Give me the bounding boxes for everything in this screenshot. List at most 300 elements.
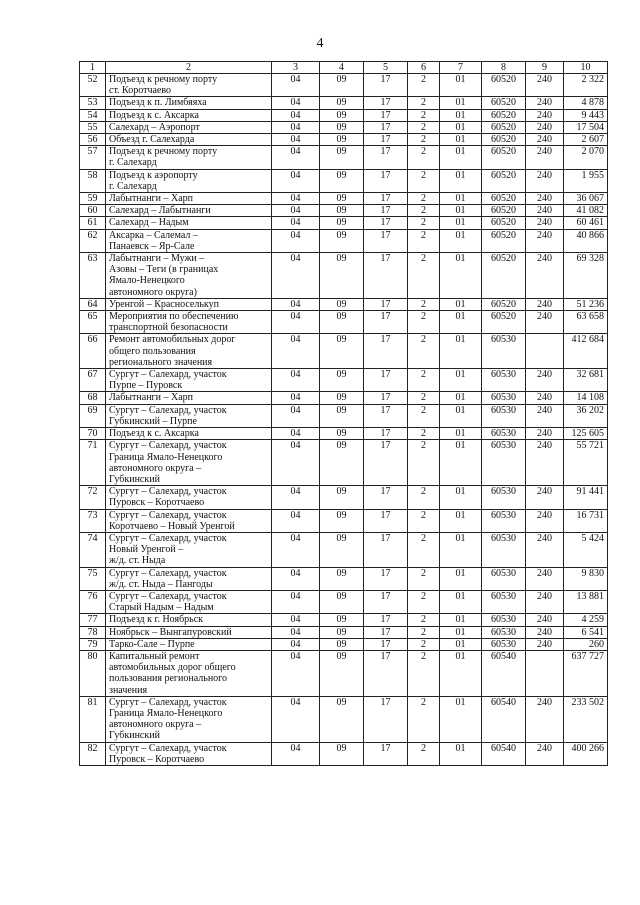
code-cell: 2 [408,404,440,427]
code-cell: 17 [364,217,408,229]
item-name-cell: Ноябрьск – Вынгапуровский [106,626,272,638]
code-cell: 2 [408,696,440,742]
amount-cell: 4 878 [564,97,608,109]
amount-cell: 36 067 [564,193,608,205]
amount-cell: 51 236 [564,298,608,310]
item-name-cell: Салехард – Аэропорт [106,121,272,133]
code-cell: 60530 [482,567,526,590]
code-cell: 04 [272,404,320,427]
row-number-cell: 54 [80,109,106,121]
code-cell: 2 [408,146,440,169]
code-cell: 09 [320,146,364,169]
code-cell: 2 [408,97,440,109]
amount-cell: 9 830 [564,567,608,590]
code-cell: 01 [440,97,482,109]
code-cell: 04 [272,369,320,392]
code-cell: 01 [440,217,482,229]
code-cell: 60520 [482,97,526,109]
code-cell: 01 [440,626,482,638]
row-number-cell: 76 [80,590,106,613]
row-number-cell: 55 [80,121,106,133]
code-cell: 04 [272,486,320,509]
code-cell: 09 [320,614,364,626]
table-row [80,334,608,369]
item-name-cell: Ремонт автомобильных дорог общего пользования регионального значения [106,334,272,369]
row-number-cell: 63 [80,253,106,299]
code-cell: 2 [408,440,440,486]
code-cell: 60520 [482,193,526,205]
item-name-cell: Лабытнанги – Мужи – Азовы – Теги (в границах Ямало-Ненецкого автономного округа) [106,253,272,299]
code-cell: 2 [408,509,440,532]
code-cell: 240 [526,229,564,252]
code-cell: 04 [272,567,320,590]
row-number-cell: 60 [80,205,106,217]
code-cell: 04 [272,614,320,626]
table-row [80,193,608,205]
code-cell: 60520 [482,121,526,133]
code-cell: 17 [364,229,408,252]
code-cell: 09 [320,298,364,310]
table-row [80,392,608,404]
row-number-cell: 70 [80,428,106,440]
code-cell: 60530 [482,440,526,486]
row-number-cell: 77 [80,614,106,626]
code-cell: 01 [440,121,482,133]
code-cell: 01 [440,229,482,252]
code-cell: 60530 [482,392,526,404]
code-cell: 17 [364,638,408,650]
code-cell: 09 [320,334,364,369]
code-cell: 240 [526,696,564,742]
table-row [80,509,608,532]
code-cell: 04 [272,509,320,532]
code-cell: 09 [320,486,364,509]
table-row [80,169,608,192]
code-cell: 17 [364,298,408,310]
header-cell: 7 [440,62,482,74]
code-cell: 240 [526,193,564,205]
row-number-cell: 71 [80,440,106,486]
table-row [80,229,608,252]
code-cell: 01 [440,742,482,765]
code-cell: 2 [408,311,440,334]
code-cell: 2 [408,567,440,590]
amount-cell: 41 082 [564,205,608,217]
code-cell: 240 [526,169,564,192]
code-cell: 09 [320,169,364,192]
code-cell: 01 [440,311,482,334]
code-cell: 09 [320,74,364,97]
code-cell: 60520 [482,74,526,97]
code-cell: 240 [526,109,564,121]
code-cell: 01 [440,134,482,146]
code-cell: 09 [320,121,364,133]
table-row [80,311,608,334]
row-number-cell: 73 [80,509,106,532]
code-cell: 04 [272,590,320,613]
code-cell: 240 [526,486,564,509]
code-cell: 60530 [482,334,526,369]
code-cell: 04 [272,109,320,121]
table-row [80,532,608,567]
item-name-cell: Сургут – Салехард, участок Граница Ямало-Ненецкого автономного округа – Губкинский [106,440,272,486]
amount-cell: 4 259 [564,614,608,626]
code-cell: 2 [408,369,440,392]
page-number: 4 [316,36,324,51]
code-cell: 240 [526,253,564,299]
code-cell: 04 [272,121,320,133]
row-number-cell: 58 [80,169,106,192]
item-name-cell: Сургут – Салехард, участок Губкинский – Пурпе [106,404,272,427]
code-cell: 240 [526,567,564,590]
code-cell: 09 [320,311,364,334]
amount-cell: 13 881 [564,590,608,613]
row-number-cell: 80 [80,650,106,696]
code-cell: 240 [526,311,564,334]
row-number-cell: 52 [80,74,106,97]
code-cell: 2 [408,590,440,613]
table-row [80,638,608,650]
code-cell: 240 [526,146,564,169]
amount-cell: 17 504 [564,121,608,133]
code-cell: 09 [320,509,364,532]
table-row [80,650,608,696]
code-cell: 04 [272,217,320,229]
header-cell: 6 [408,62,440,74]
code-cell: 60540 [482,650,526,696]
code-cell: 60530 [482,638,526,650]
row-number-cell: 64 [80,298,106,310]
row-number-cell: 62 [80,229,106,252]
code-cell: 60530 [482,404,526,427]
table-row [80,486,608,509]
code-cell: 17 [364,392,408,404]
code-cell: 17 [364,205,408,217]
header-cell: 10 [564,62,608,74]
row-number-cell: 78 [80,626,106,638]
item-name-cell: Тарко-Сале – Пурпе [106,638,272,650]
code-cell: 17 [364,193,408,205]
code-cell: 17 [364,614,408,626]
table-row [80,614,608,626]
row-number-cell: 79 [80,638,106,650]
code-cell: 01 [440,392,482,404]
code-cell: 09 [320,742,364,765]
code-cell: 04 [272,146,320,169]
code-cell: 17 [364,369,408,392]
item-name-cell: Лабытнанги – Харп [106,193,272,205]
amount-cell: 60 461 [564,217,608,229]
amount-cell: 14 108 [564,392,608,404]
code-cell: 240 [526,440,564,486]
code-cell: 17 [364,567,408,590]
code-cell: 60520 [482,253,526,299]
item-name-cell: Сургут – Салехард, участок Граница Ямало-Ненецкого автономного округа – Губкинский [106,696,272,742]
code-cell: 09 [320,404,364,427]
code-cell: 2 [408,217,440,229]
code-cell: 60530 [482,626,526,638]
code-cell: 17 [364,440,408,486]
code-cell: 17 [364,532,408,567]
code-cell: 2 [408,650,440,696]
code-cell: 01 [440,486,482,509]
code-cell: 2 [408,392,440,404]
code-cell: 17 [364,742,408,765]
header-cell: 3 [272,62,320,74]
item-name-cell: Лабытнанги – Харп [106,392,272,404]
code-cell: 01 [440,567,482,590]
code-cell: 04 [272,696,320,742]
code-cell: 2 [408,638,440,650]
code-cell: 01 [440,74,482,97]
code-cell: 09 [320,229,364,252]
code-cell: 17 [364,650,408,696]
item-name-cell: Капитальный ремонт автомобильных дорог общего пользования регионального значения [106,650,272,696]
code-cell: 09 [320,369,364,392]
code-cell: 2 [408,169,440,192]
code-cell: 240 [526,638,564,650]
row-number-cell: 67 [80,369,106,392]
row-number-cell: 61 [80,217,106,229]
table-row [80,134,608,146]
table-row [80,626,608,638]
code-cell: 01 [440,334,482,369]
header-cell: 9 [526,62,564,74]
code-cell: 240 [526,404,564,427]
table-row [80,97,608,109]
code-cell: 60540 [482,742,526,765]
amount-cell: 412 684 [564,334,608,369]
code-cell: 04 [272,638,320,650]
code-cell: 04 [272,229,320,252]
row-number-cell: 57 [80,146,106,169]
table-row [80,590,608,613]
code-cell: 17 [364,696,408,742]
code-cell: 2 [408,626,440,638]
item-name-cell: Объезд г. Салехарда [106,134,272,146]
code-cell: 09 [320,109,364,121]
row-number-cell: 69 [80,404,106,427]
code-cell: 04 [272,298,320,310]
code-cell: 01 [440,253,482,299]
code-cell: 09 [320,217,364,229]
code-cell [526,334,564,369]
code-cell: 60520 [482,205,526,217]
code-cell: 60520 [482,169,526,192]
code-cell: 240 [526,428,564,440]
code-cell: 01 [440,369,482,392]
amount-cell: 63 658 [564,311,608,334]
row-number-cell: 66 [80,334,106,369]
code-cell: 60520 [482,298,526,310]
table-row [80,404,608,427]
code-cell: 04 [272,428,320,440]
code-cell: 17 [364,590,408,613]
code-cell: 17 [364,146,408,169]
code-cell: 17 [364,428,408,440]
code-cell: 09 [320,97,364,109]
code-cell: 09 [320,650,364,696]
amount-cell: 32 681 [564,369,608,392]
code-cell: 04 [272,311,320,334]
code-cell: 2 [408,334,440,369]
code-cell: 2 [408,134,440,146]
table-row [80,74,608,97]
code-cell: 60520 [482,134,526,146]
code-cell: 240 [526,97,564,109]
code-cell: 04 [272,74,320,97]
code-cell: 2 [408,532,440,567]
code-cell: 01 [440,146,482,169]
amount-cell: 125 605 [564,428,608,440]
code-cell: 240 [526,74,564,97]
code-cell: 2 [408,614,440,626]
item-name-cell: Салехард – Лабытнанги [106,205,272,217]
code-cell: 60520 [482,146,526,169]
code-cell: 60520 [482,229,526,252]
item-name-cell: Подъезд к речному порту г. Салехард [106,146,272,169]
header-cell: 4 [320,62,364,74]
row-number-cell: 59 [80,193,106,205]
code-cell: 17 [364,404,408,427]
code-cell: 09 [320,134,364,146]
code-cell: 04 [272,334,320,369]
code-cell: 240 [526,217,564,229]
code-cell [526,650,564,696]
code-cell: 60530 [482,369,526,392]
row-number-cell: 74 [80,532,106,567]
amount-cell: 2 070 [564,146,608,169]
code-cell: 240 [526,532,564,567]
code-cell: 2 [408,253,440,299]
code-cell: 04 [272,392,320,404]
item-name-cell: Салехард – Надым [106,217,272,229]
code-cell: 60520 [482,311,526,334]
code-cell: 60520 [482,217,526,229]
code-cell: 01 [440,193,482,205]
code-cell: 240 [526,205,564,217]
item-name-cell: Подъезд к речному порту ст. Коротчаево [106,74,272,97]
amount-cell: 69 328 [564,253,608,299]
amount-cell: 637 727 [564,650,608,696]
code-cell: 2 [408,193,440,205]
code-cell: 04 [272,205,320,217]
row-number-cell: 56 [80,134,106,146]
amount-cell: 36 202 [564,404,608,427]
code-cell: 01 [440,428,482,440]
table-row [80,217,608,229]
item-name-cell: Сургут – Салехард, участок Пуровск – Коротчаево [106,486,272,509]
code-cell: 09 [320,626,364,638]
code-cell: 2 [408,229,440,252]
header-cell: 5 [364,62,408,74]
code-cell: 2 [408,121,440,133]
row-number-cell: 81 [80,696,106,742]
code-cell: 17 [364,334,408,369]
code-cell: 04 [272,532,320,567]
code-cell: 240 [526,298,564,310]
code-cell: 2 [408,486,440,509]
code-cell: 04 [272,193,320,205]
row-number-cell: 53 [80,97,106,109]
code-cell: 2 [408,74,440,97]
code-cell: 17 [364,97,408,109]
code-cell: 09 [320,428,364,440]
code-cell: 60530 [482,614,526,626]
code-cell: 01 [440,614,482,626]
code-cell: 04 [272,253,320,299]
table-row [80,205,608,217]
row-number-cell: 65 [80,311,106,334]
code-cell: 2 [408,109,440,121]
code-cell: 60530 [482,486,526,509]
code-cell: 240 [526,134,564,146]
code-cell: 01 [440,109,482,121]
header-cell: 1 [80,62,106,74]
table-row [80,567,608,590]
item-name-cell: Сургут – Салехард, участок Старый Надым – Надым [106,590,272,613]
code-cell: 09 [320,253,364,299]
code-cell: 04 [272,650,320,696]
code-cell: 240 [526,369,564,392]
code-cell: 17 [364,253,408,299]
amount-cell: 40 866 [564,229,608,252]
item-name-cell: Мероприятия по обеспечению транспортной безопасности [106,311,272,334]
code-cell: 17 [364,311,408,334]
code-cell: 09 [320,638,364,650]
code-cell: 60530 [482,509,526,532]
code-cell: 60530 [482,590,526,613]
row-number-cell: 82 [80,742,106,765]
code-cell: 01 [440,169,482,192]
table-row [80,253,608,299]
code-cell: 01 [440,205,482,217]
code-cell: 240 [526,392,564,404]
item-name-cell: Сургут – Салехард, участок Коротчаево – Новый Уренгой [106,509,272,532]
table-row [80,369,608,392]
code-cell: 17 [364,169,408,192]
table-row [80,298,608,310]
code-cell: 09 [320,440,364,486]
code-cell: 09 [320,590,364,613]
code-cell: 09 [320,696,364,742]
code-cell: 04 [272,134,320,146]
code-cell: 04 [272,169,320,192]
item-name-cell: Подъезд к п. Лимбяяха [106,97,272,109]
code-cell: 17 [364,121,408,133]
amount-cell: 2 322 [564,74,608,97]
item-name-cell: Сургут – Салехард, участок Новый Уренгой – ж/д. ст. Ныда [106,532,272,567]
code-cell: 240 [526,614,564,626]
code-cell: 17 [364,74,408,97]
code-cell: 60530 [482,532,526,567]
header-cell: 8 [482,62,526,74]
amount-cell: 91 441 [564,486,608,509]
item-name-cell: Сургут – Салехард, участок ж/д. ст. Ныда – Пангоды [106,567,272,590]
code-cell: 17 [364,134,408,146]
code-cell: 09 [320,193,364,205]
amount-cell: 9 443 [564,109,608,121]
item-name-cell: Сургут – Салехард, участок Пуровск – Коротчаево [106,742,272,765]
code-cell: 04 [272,97,320,109]
code-cell: 60530 [482,428,526,440]
amount-cell: 400 266 [564,742,608,765]
code-cell: 01 [440,590,482,613]
amount-cell: 55 721 [564,440,608,486]
code-cell: 240 [526,121,564,133]
code-cell: 60540 [482,696,526,742]
item-name-cell: Подъезд к аэропорту г. Салехард [106,169,272,192]
